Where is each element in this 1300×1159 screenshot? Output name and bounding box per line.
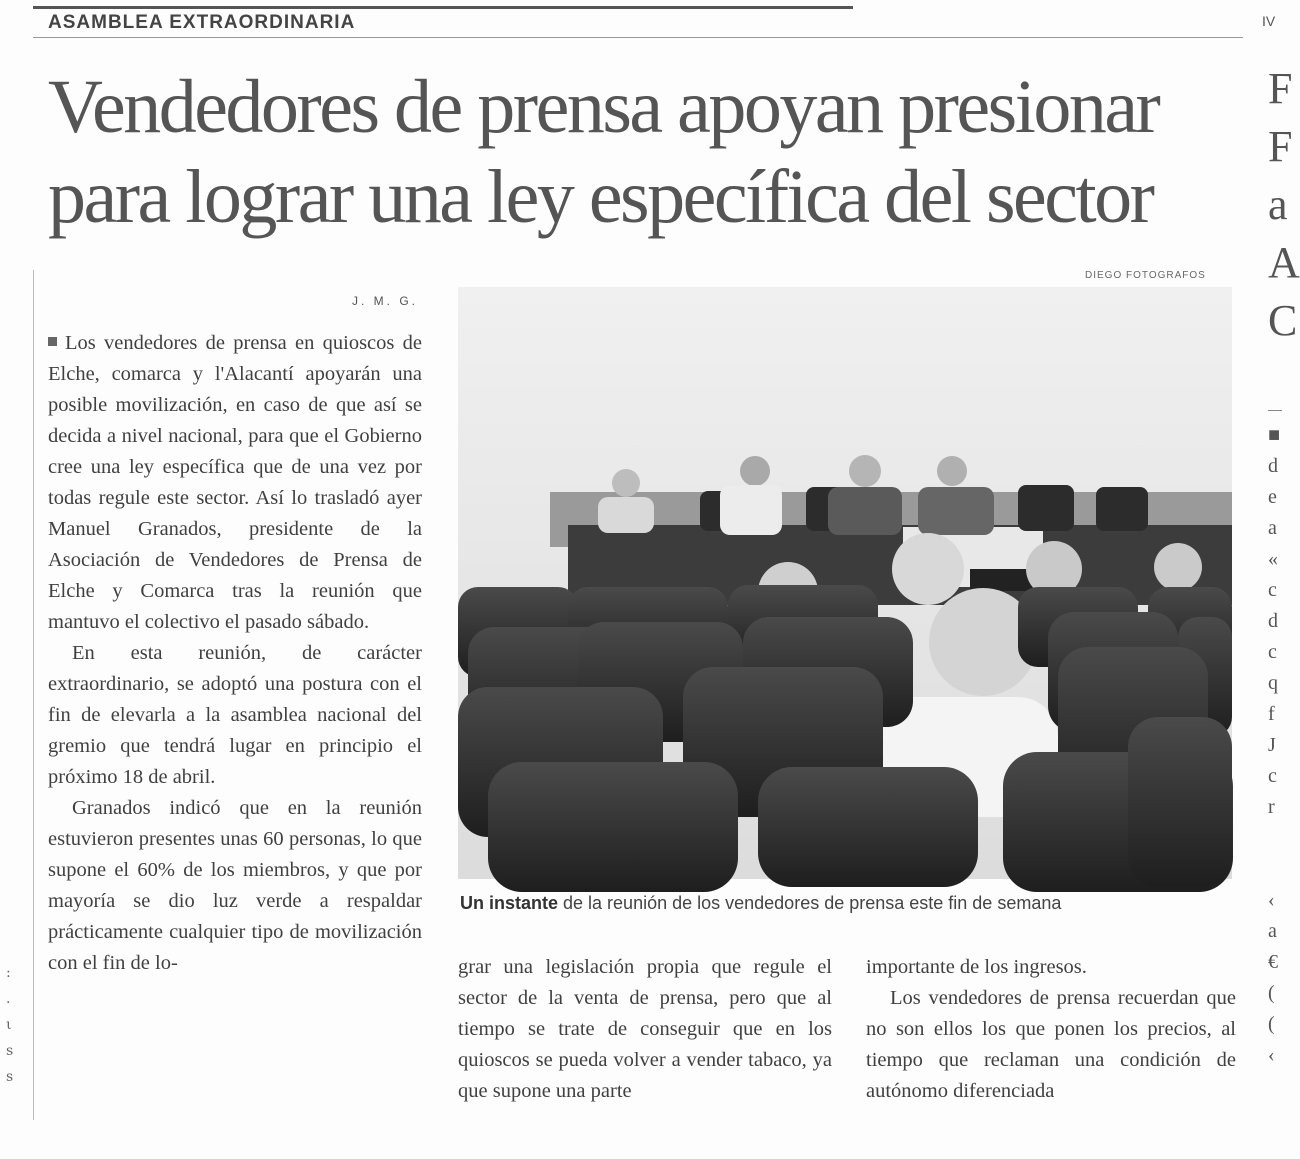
paragraph-4: grar una legislación propia que regule el sector de la venta de prensa, pero que al tiempo se trate de conseguir que en los quioscos se pueda volver a vender tabaco, ya que supone una parte	[458, 956, 832, 1102]
fragment-small-3: e	[1268, 486, 1277, 508]
fragment-small-16: ‹	[1268, 889, 1275, 911]
article-column-1	[48, 328, 422, 979]
left-margin-fragment	[6, 960, 13, 1090]
column-rule	[33, 270, 34, 1120]
left-mark-5: s	[6, 1069, 14, 1085]
fragment-small-5: «	[1268, 548, 1278, 570]
meeting-photo-illustration	[458, 287, 1232, 879]
fragment-small-12: c	[1268, 765, 1277, 787]
fragment-big-2: F	[1268, 122, 1293, 171]
fragment-big-5: C	[1268, 296, 1298, 345]
fragment-small-10: f	[1268, 703, 1275, 725]
fragment-small-19: (	[1268, 982, 1275, 1004]
section-label: ASAMBLEA EXTRAORDINARIA	[48, 12, 356, 33]
fragment-small-13: r	[1268, 796, 1275, 818]
left-mark-4: s	[6, 1043, 14, 1059]
article-column-3	[866, 952, 1236, 1107]
paragraph-5: importante de los ingresos.	[866, 956, 1087, 978]
meeting-photo	[458, 287, 1232, 879]
byline: J. M. G.	[352, 294, 418, 308]
article-column-2	[458, 952, 832, 1107]
photo-credit: DIEGO FOTOGRAFOS	[1085, 270, 1206, 281]
fragment-small-8: c	[1268, 641, 1277, 663]
page-marker: IV	[1262, 13, 1276, 29]
paragraph-2: En esta reunión, de carácter extraordinario, se adoptó una postura con el fin de elevarla a la asamblea nacional del gremio que tendrá lugar en principio el próximo 18 de abril.	[48, 642, 422, 788]
paragraph-1-text: Los vendedores de prensa en quioscos de Elche, comarca y l'Alacantí apoyarán una posible movilización, en caso de que así se decida a nivel nacional, para que el Gobierno cree una ley específica que de una vez por todas regule este sector. Así lo trasladó ayer Manuel Granados, presidente de la Asociación de Vendedores de Prensa de Elche y Comarca tras la reunión que mantuvo el colectivo el pasado sábado.	[48, 332, 422, 633]
fragment-big-4: A	[1268, 238, 1300, 287]
fragment-small-4: a	[1268, 517, 1277, 539]
headline-line-1: Vendedores de prensa apoyan presionar	[48, 65, 1159, 149]
fragment-small-1: ■	[1268, 424, 1281, 446]
fragment-small-7: d	[1268, 610, 1278, 632]
left-mark-3: ι	[6, 1017, 12, 1033]
fragment-small-6: c	[1268, 579, 1277, 601]
top-rule	[33, 6, 853, 9]
fragment-small-21: ‹	[1268, 1044, 1275, 1066]
square-bullet-icon	[48, 337, 57, 346]
paragraph-6: Los vendedores de prensa recuerdan que no son ellos los que ponen los precios, al tiempo que reclaman una condición de autónomo diferenciada	[866, 987, 1236, 1102]
photo-caption	[460, 893, 1061, 914]
fragment-small-20: (	[1268, 1013, 1275, 1035]
headline-line-2: para lograr una ley específica del sector	[48, 155, 1153, 239]
fragment-small-2: d	[1268, 455, 1278, 477]
adjacent-article-fragment	[1268, 60, 1300, 1071]
paragraph-1	[48, 328, 422, 638]
left-mark-2: .	[6, 991, 11, 1007]
caption-lead: Un instante	[460, 893, 559, 913]
fragment-small-18: €	[1268, 951, 1278, 973]
fragment-big-1: F	[1268, 64, 1293, 113]
adjacent-rule	[1268, 410, 1282, 411]
fragment-big-3: a	[1268, 180, 1288, 229]
caption-text: de la reunión de los vendedores de prensa este fin de semana	[558, 893, 1062, 913]
section-rule	[33, 37, 1243, 38]
fragment-small-17: a	[1268, 920, 1277, 942]
headline	[48, 62, 1248, 242]
paragraph-3: Granados indicó que en la reunión estuvieron presentes unas 60 personas, lo que supone el 60% de los miembros, y que por mayoría se dio luz verde a respaldar prácticamente cualquier tipo de movilización con el fin de lo-	[48, 797, 422, 974]
fragment-small-11: J	[1268, 734, 1276, 756]
fragment-small-9: q	[1268, 672, 1278, 694]
left-mark-1: :	[6, 965, 11, 981]
